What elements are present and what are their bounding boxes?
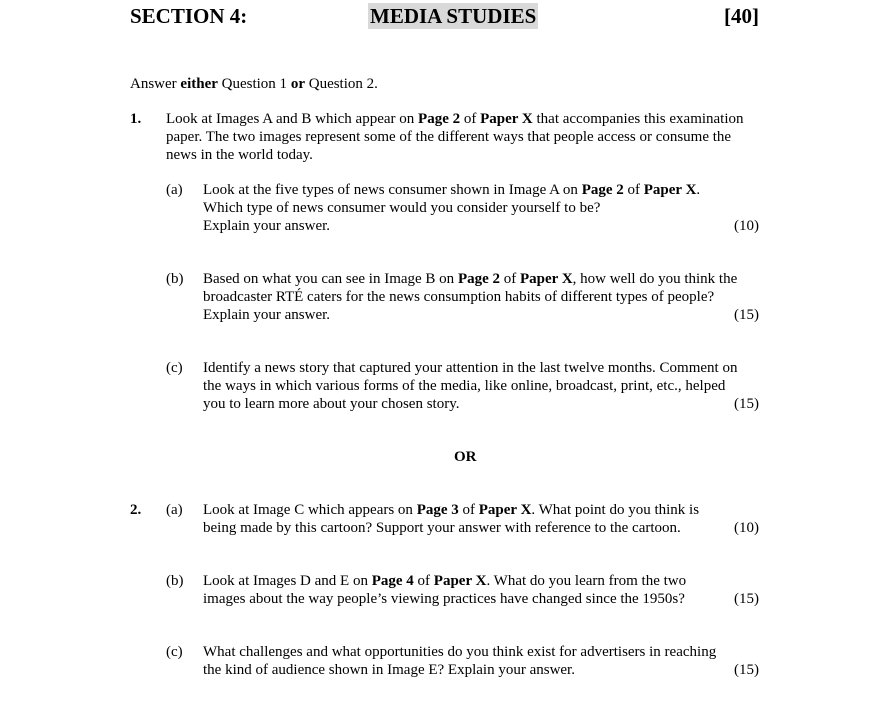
question-1-line-2: paper. The two images represent some of the different ways that people access or consume the bbox=[166, 129, 732, 145]
question-2a-label: (a) bbox=[166, 502, 183, 518]
or-separator: OR bbox=[454, 449, 477, 465]
section-total-marks: [40] bbox=[724, 4, 759, 28]
instructions-emphasis-either: either bbox=[180, 76, 218, 92]
instructions-emphasis-or: or bbox=[290, 76, 305, 92]
instructions-text: Answer bbox=[130, 76, 181, 92]
question-1b-text: Based on what you can see in Image B on Page 2 of Paper X, how well do you think the broadcaster RTÉ caters for the news consumption habits of different types of people? Explain your answer. bbox=[203, 271, 738, 323]
section-title: MEDIA STUDIES bbox=[370, 4, 537, 28]
question-1b-marks: (15) bbox=[734, 307, 759, 323]
question-2-number: 2. bbox=[130, 502, 142, 518]
question-2b-marks: (15) bbox=[734, 591, 759, 607]
question-1a-marks: (10) bbox=[734, 218, 759, 234]
question-2b-text: Look at Images D and E on Page 4 of Paper X. What do you learn from the two images about the way people’s viewing practices have changed since the 1950s? bbox=[203, 573, 687, 607]
question-1b-label: (b) bbox=[166, 271, 184, 287]
question-2c-text: What challenges and what opportunities do you think exist for advertisers in reaching the kind of audience shown in Image E? Explain your answer. bbox=[203, 644, 717, 678]
instructions-text: Question 1 bbox=[217, 76, 291, 92]
question-2b-label: (b) bbox=[166, 573, 184, 589]
question-1-line-1: Look at Images A and B which appear on Page 2 of Paper X that accompanies this examination bbox=[166, 111, 744, 127]
question-1c-text: Identify a news story that captured your attention in the last twelve months. Comment on the ways in which various forms of the media, like online, broadcast, print, etc., helped you to learn more about your chosen story. bbox=[203, 360, 738, 412]
instructions bbox=[130, 75, 378, 93]
section-heading: SECTION 4: bbox=[130, 4, 248, 28]
question-1-line-3: news in the world today. bbox=[166, 147, 313, 163]
question-1-number: 1. bbox=[130, 111, 142, 127]
question-1c-label: (c) bbox=[166, 360, 183, 376]
question-2c-label: (c) bbox=[166, 644, 183, 660]
question-1c-marks: (15) bbox=[734, 396, 759, 412]
question-1-stem bbox=[166, 110, 744, 164]
question-2a-text: Look at Image C which appears on Page 3 of Paper X. What point do you think is being made by this cartoon? Support your answer with reference to the cartoon. bbox=[203, 502, 700, 536]
instructions-text: Question 2. bbox=[304, 76, 378, 92]
question-2c-marks: (15) bbox=[734, 662, 759, 678]
question-1a-label: (a) bbox=[166, 182, 183, 198]
question-1a-text: Look at the five types of news consumer shown in Image A on Page 2 of Paper X. Which type of news consumer would you consider yourself to be? Explain your answer. bbox=[203, 182, 701, 234]
question-2a-marks: (10) bbox=[734, 520, 759, 536]
